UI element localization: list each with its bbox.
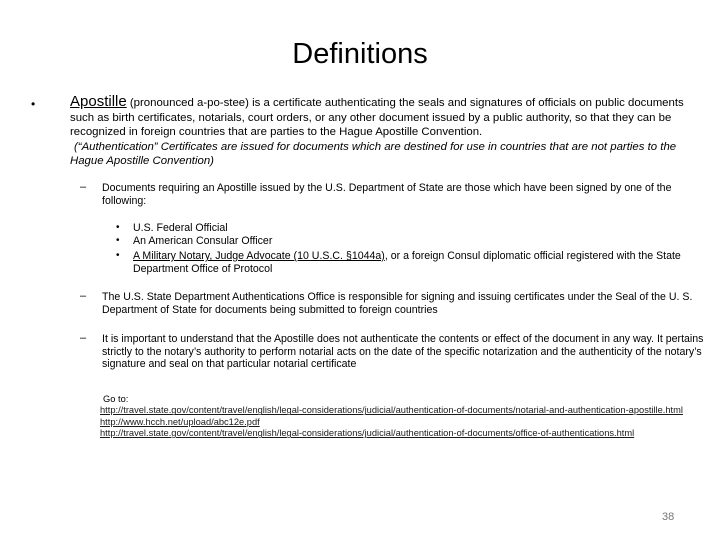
dash-marker: – bbox=[80, 181, 87, 193]
link-notarial-apostille[interactable]: http://travel.state.gov/content/travel/english/legal-considerations/judicial/authentication-of-documents/notarial-and-authentication-apostille.html bbox=[100, 405, 683, 416]
subitem-important-note: It is important to understand that the Apostille does not authenticate the contents or effect of the document in any way. It pertains strictly to the notary’s authority to perform notarial acts on the date of the specific notarization and the authenticity of the notary’s signature and seal on that particular notarial certificate bbox=[102, 333, 704, 371]
dash-marker: – bbox=[80, 290, 87, 302]
official-marker: • bbox=[116, 250, 120, 261]
goto-label: Go to: bbox=[103, 394, 129, 404]
pronunciation: (pronounced a-po-stee) bbox=[129, 97, 249, 109]
official-federal: U.S. Federal Official bbox=[133, 222, 228, 234]
official-military-notary bbox=[133, 250, 693, 275]
official-consular: An American Consular Officer bbox=[133, 235, 273, 247]
military-notary-rest: , or a foreign Consul diplomatic official registered with the State Department Office of Protocol bbox=[133, 250, 681, 275]
official-marker: • bbox=[116, 235, 120, 246]
military-notary-underlined: A Military Notary, Judge Advocate (10 U.S.C. §1044a) bbox=[133, 250, 385, 262]
page-number: 38 bbox=[662, 511, 675, 523]
apostille-term: Apostille bbox=[70, 93, 127, 110]
link-hcch-pdf[interactable]: http://www.hcch.net/upload/abc12e.pdf bbox=[100, 416, 260, 427]
definition-text: is a certificate authenticating the seals and signatures of officials on public documents such as birth certificates, notarials, court orders, or any other document issued by a public authority, so that they can be recognized in foreign countries that are parties to the Hague Apostille Convention. bbox=[70, 97, 684, 138]
bullet-marker: • bbox=[31, 97, 36, 111]
link-office-of-authentications[interactable]: http://travel.state.gov/content/travel/english/legal-considerations/judicial/authentication-of-documents/office-of-authentications.html bbox=[100, 428, 635, 439]
authentication-note: (“Authentication” Certificates are issued for documents which are destined for use in countries that are not parties to the Hague Apostille Convention) bbox=[70, 140, 677, 167]
slide-title: Definitions bbox=[292, 38, 428, 70]
subitem-documents-requiring: Documents requiring an Apostille issued by the U.S. Department of State are those which have been signed by one of the following: bbox=[102, 182, 672, 207]
official-marker: • bbox=[116, 222, 120, 233]
dash-marker: – bbox=[80, 332, 87, 344]
apostille-definition bbox=[70, 95, 710, 169]
subitem-authentications-office: The U.S. State Department Authentications Office is responsible for signing and issuing certificates under the Seal of the U. S. Department of State for documents being submitted to foreign countries bbox=[102, 291, 693, 316]
links-block bbox=[90, 394, 690, 440]
